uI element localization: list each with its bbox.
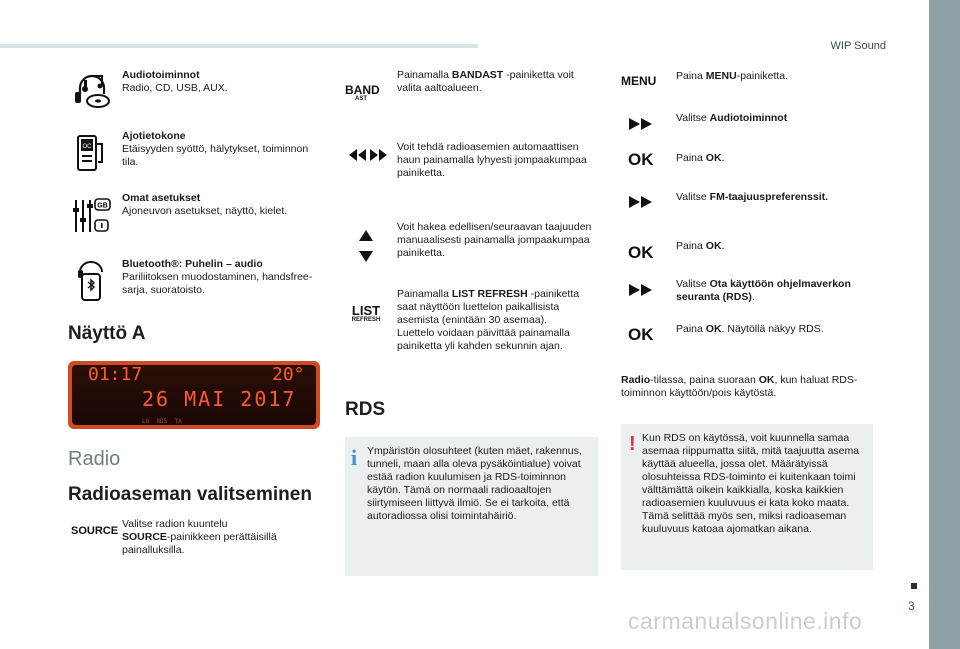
- warning-note-text: Kun RDS on käytössä, voit kuunnella samaa asemaa riippumatta siitä, mitä taajuutta asema käyttää alueella, jossa olet. Määrätyissä olosuhteissa RDS-toiminto ei kuitenkaan toimi välttämättä oikein kaikkialla, koska kaikkien radioasemien kuuluvuus ei kata koko maata. Tämä selittää myös sen, miksi radioaseman kuuluvuus katoaa ajomatkan aikana.: [642, 432, 860, 535]
- menu-item-desc: Pariliitoksen muodostaminen, handsfree-sarja, suoratoisto.: [122, 271, 313, 296]
- step-pre: Paina: [676, 323, 706, 335]
- step-1: [676, 70, 876, 83]
- menu-item-title: Omat asetukset: [122, 192, 201, 204]
- list-key-sub: REFRESH: [351, 317, 381, 323]
- band-instruction: [397, 69, 597, 95]
- display-screen: [72, 365, 316, 425]
- list-instruction: [397, 288, 587, 353]
- page-marker: [911, 583, 917, 589]
- instruction-bold: SOURCE: [122, 531, 167, 543]
- step-bold: OK: [705, 323, 722, 335]
- step-post: .: [721, 240, 725, 252]
- step-4: [676, 191, 876, 204]
- seek-instruction: Voit tehdä radioasemien automaattisen haun painamalla lyhyesti jompaakumpaa painiketta.: [397, 141, 587, 179]
- rds-mode-text-2: , kun haluat RDS-toiminnon käyttöön/pois käytöstä.: [621, 374, 858, 399]
- manual-instruction: Voit hakea edellisen/seuraavan taajuuden manuaalisesti painamalla jompaakumpaa painiketta.: [397, 221, 592, 259]
- step-bold: OK: [705, 240, 722, 252]
- step-post: . Näytöllä näkyy RDS.: [721, 323, 824, 335]
- menu-item-desc: Radio, CD, USB, AUX.: [122, 82, 228, 94]
- next-arrow-icon: [628, 117, 654, 131]
- menu-item-desc: Etäisyyden syöttö, hälytykset, toiminnon tila.: [122, 143, 309, 168]
- menu-button: MENU: [621, 74, 657, 88]
- display-temperature: 20°: [272, 365, 305, 385]
- up-down-arrows-icon: [358, 229, 374, 263]
- menu-item-bluetooth: [122, 258, 322, 297]
- step-7: [676, 323, 876, 336]
- settings-sliders-icon: [72, 196, 112, 238]
- step-bold: Ota käyttöön ohjelmaverkon seuranta (RDS): [676, 278, 851, 303]
- menu-item-title: Ajotietokone: [122, 130, 186, 142]
- rds-mode-text: [621, 374, 871, 400]
- station-select-heading: Radioaseman valitseminen: [68, 484, 312, 505]
- info-icon: i: [351, 445, 358, 470]
- watermark: carmanualsonline.info: [628, 608, 863, 634]
- step-2: [676, 112, 876, 125]
- band-key-label: BAND: [345, 83, 380, 97]
- display-indicators: LO RDS TA: [142, 418, 182, 425]
- trip-computer-icon: [76, 134, 106, 174]
- list-refresh-button: [345, 304, 387, 324]
- page-edge-tab: [929, 0, 960, 649]
- rds-mode-bold: Radio: [621, 374, 651, 386]
- seek-buttons-icon: [347, 148, 389, 162]
- step-post: .: [721, 152, 725, 164]
- band-key-sub: AST: [355, 96, 367, 102]
- page-number: 3: [908, 599, 915, 613]
- warning-icon: !: [629, 433, 636, 455]
- menu-item-desc: Ajoneuvon asetukset, näyttö, kielet.: [122, 205, 288, 217]
- list-pre: Painamalla: [397, 288, 449, 300]
- menu-item-title: Bluetooth®: Puhelin – audio: [122, 258, 263, 270]
- step-bold: MENU: [705, 70, 737, 82]
- menu-item-title: Audiotoiminnot: [122, 69, 200, 81]
- menu-item-settings: [122, 192, 322, 218]
- step-5: [676, 240, 876, 253]
- rds-mode-text-1: -tilassa, paina suoraan: [650, 374, 759, 386]
- step-pre: Valitse: [676, 191, 710, 203]
- step-bold: OK: [705, 152, 722, 164]
- step-post: -painiketta.: [736, 70, 789, 82]
- svg-text:OC: OC: [82, 144, 92, 150]
- menu-item-trip: [122, 130, 322, 169]
- header-rule: [0, 44, 478, 48]
- list-key-label: LIST: [351, 303, 381, 318]
- info-note-text: Ympäristön olosuhteet (kuten mäet, rakennus, tunneli, maan alla oleva pysäköintialue) voivat estää radion kuulumisen ja RDS-toiminnon käytön. Tämä on normaali radioaaltojen siirtymiseen liittyvä ilmiö. Se ei tarkoita, että autoradiossa olisi toimintahäiriö.: [367, 445, 582, 522]
- step-pre: Valitse: [676, 112, 710, 124]
- info-note-box: [345, 437, 598, 576]
- step-6: [676, 278, 866, 304]
- step-pre: Paina: [676, 240, 706, 252]
- ok-button-glyph: OK: [628, 243, 654, 262]
- instruction-suffix: -painikkeen perättäisillä painalluksilla.: [122, 531, 277, 556]
- audio-icon: [72, 72, 112, 108]
- step-bold: FM-taajuuspreferenssit.: [709, 191, 829, 203]
- band-pre: Painamalla: [397, 69, 449, 81]
- next-arrow-icon: [628, 195, 654, 209]
- step-post: .: [751, 291, 755, 303]
- display-heading: Näyttö A: [68, 323, 146, 344]
- display-clock: 01:17: [88, 365, 143, 385]
- menu-item-audio: [122, 69, 322, 95]
- rds-mode-bold-2: OK: [758, 374, 775, 386]
- rds-heading: RDS: [345, 399, 386, 420]
- svg-text:GB: GB: [97, 202, 108, 210]
- ok-button-glyph: OK: [628, 150, 654, 169]
- section-header: WIP Sound: [830, 40, 886, 52]
- step-pre: Paina: [676, 152, 706, 164]
- bluetooth-phone-icon: [76, 258, 106, 304]
- next-arrow-icon: [628, 283, 654, 297]
- band-bold: BANDAST: [451, 69, 504, 81]
- source-button: SOURCE: [71, 525, 119, 537]
- warning-note-box: [621, 424, 873, 570]
- step-3: [676, 152, 876, 165]
- step-pre: Paina: [676, 70, 706, 82]
- list-post: -painiketta saat näyttöön luettelon paikallisista asemista (enintään 30 asemaa). Luettelo voidaan päivittää painamalla painiketta yli kahden sekunnin ajan.: [397, 288, 580, 352]
- source-instruction: [122, 518, 312, 557]
- display-date: 26 MAI 2017: [142, 387, 297, 411]
- step-bold: Audiotoiminnot: [709, 112, 788, 124]
- band-button: [345, 83, 380, 103]
- instruction-prefix: Valitse radion kuuntelu: [122, 518, 228, 530]
- radio-heading: Radio: [68, 448, 121, 470]
- ok-button-glyph: OK: [628, 325, 654, 344]
- step-pre: Valitse: [676, 278, 710, 290]
- radio-display-panel: [68, 361, 320, 429]
- list-bold: LIST REFRESH: [451, 288, 528, 300]
- band-post: -painiketta voit valita aaltoalueen.: [397, 69, 574, 94]
